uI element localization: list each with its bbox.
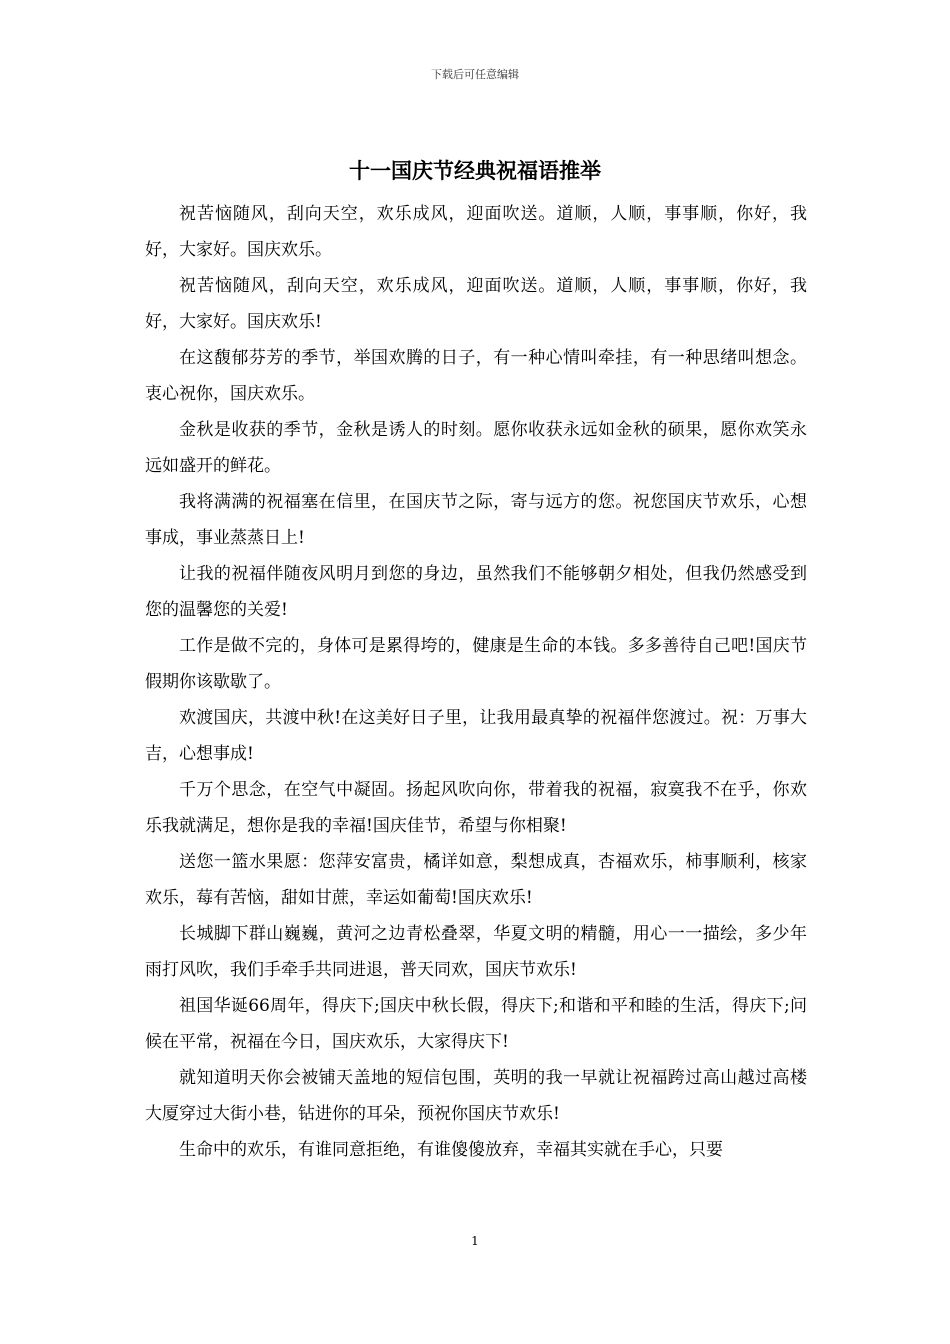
paragraph: 欢渡国庆，共渡中秋!在这美好日子里，让我用最真挚的祝福伴您渡过。祝：万事大吉，心想事成!	[145, 708, 807, 764]
paragraph: 祖国华诞66周年，得庆下;国庆中秋长假，得庆下;和谐和平和睦的生活，得庆下;问候在平常，祝福在今日，国庆欢乐，大家得庆下!	[145, 996, 807, 1052]
header-note: 下载后可任意编辑	[431, 68, 519, 81]
document-body	[145, 196, 807, 1168]
paragraph: 长城脚下群山巍巍，黄河之边青松叠翠，华夏文明的精髓，用心一一描绘，多少年雨打风吹，我们手牵手共同进退，普天同欢，国庆节欢乐!	[145, 924, 807, 980]
paragraph: 就知道明天你会被铺天盖地的短信包围，英明的我一早就让祝福跨过高山越过高楼大厦穿过大街小巷，钻进你的耳朵，预祝你国庆节欢乐!	[145, 1068, 807, 1124]
paragraph: 在这馥郁芬芳的季节，举国欢腾的日子，有一种心情叫牵挂，有一种思绪叫想念。衷心祝你，国庆欢乐。	[145, 348, 807, 404]
paragraph: 祝苦恼随风，刮向天空，欢乐成风，迎面吹送。道顺，人顺，事事顺，你好，我好，大家好。国庆欢乐!	[145, 276, 807, 332]
document-title: 十一国庆节经典祝福语推举	[349, 158, 601, 183]
paragraph: 金秋是收获的季节，金秋是诱人的时刻。愿你收获永远如金秋的硕果，愿你欢笑永远如盛开的鲜花。	[145, 420, 807, 476]
paragraph: 让我的祝福伴随夜风明月到您的身边，虽然我们不能够朝夕相处，但我仍然感受到您的温馨您的关爱!	[145, 564, 807, 620]
paragraph: 生命中的欢乐，有谁同意拒绝，有谁傻傻放弃，幸福其实就在手心，只要	[179, 1140, 723, 1160]
paragraph: 送您一篮水果愿：您萍安富贵，橘详如意，梨想成真，杏福欢乐，柿事顺利，核家欢乐，莓有苦恼，甜如甘蔗，幸运如葡萄!国庆欢乐!	[145, 852, 807, 908]
paragraph: 千万个思念，在空气中凝固。扬起风吹向你，带着我的祝福，寂寞我不在乎，你欢乐我就满足，想你是我的幸福!国庆佳节，希望与你相聚!	[145, 780, 807, 836]
paragraph: 工作是做不完的，身体可是累得垮的，健康是生命的本钱。多多善待自己吧!国庆节假期你该歇歇了。	[145, 636, 807, 692]
page-number: 1	[471, 1234, 479, 1248]
paragraph: 我将满满的祝福塞在信里，在国庆节之际，寄与远方的您。祝您国庆节欢乐，心想事成，事业蒸蒸日上!	[145, 492, 807, 548]
paragraph: 祝苦恼随风，刮向天空，欢乐成风，迎面吹送。道顺，人顺，事事顺，你好，我好，大家好。国庆欢乐。	[145, 204, 807, 260]
